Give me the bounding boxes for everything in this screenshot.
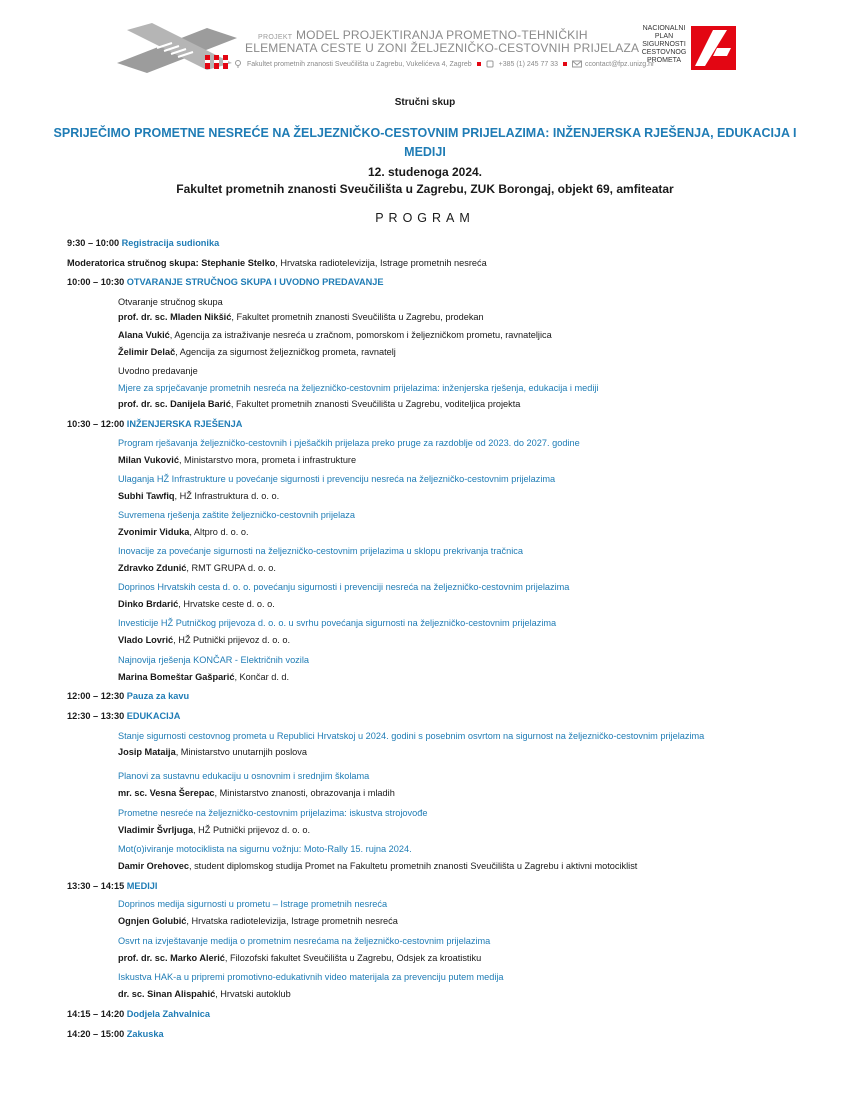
speaker-line — [118, 746, 307, 758]
talk-title: Doprinos medija sigurnosti u prometu – Istrage prometnih nesreća — [118, 899, 388, 909]
event-type: Stručni skup — [394, 97, 456, 108]
speaker-affiliation: , HŽ Infrastruktura d. o. o. — [174, 491, 280, 501]
speaker-name: Vlado Lovrić — [118, 635, 174, 645]
speaker-name: Josip Mataija — [118, 747, 176, 757]
speaker-name: Alana Vukić — [118, 330, 170, 340]
speaker-affiliation: , Fakultet prometnih znanosti Sveučilišta u Zagrebu, voditeljica projekta — [230, 399, 521, 409]
speaker-name: mr. sc. Vesna Šerepac — [118, 788, 215, 798]
slot-time: 13:30 – 14:15 — [67, 881, 125, 891]
talk-title: Iskustva HAK-a u pripremi promotivno-edukativnih video materijala za prevenciju putem medija — [118, 972, 504, 982]
speaker-affiliation: , Fakultet prometnih znanosti Sveučilišta u Zagrebu, prodekan — [231, 312, 484, 322]
contact-email: ccontact@fpz.unizg.hr — [585, 60, 655, 68]
slot-label: Zakuska — [126, 1029, 164, 1039]
speaker-line — [118, 311, 484, 323]
slot-label: Pauza za kavu — [126, 691, 190, 701]
speaker-line — [118, 598, 275, 610]
contact-phone: +385 (1) 245 77 33 — [498, 60, 558, 68]
talk-title: Stanje sigurnosti cestovnog prometa u Republici Hrvatskoj u 2024. godini s posebnim osvrtom na sigurnost na željezničko-cestovnim prijelazima — [118, 731, 705, 741]
phone-icon — [486, 60, 494, 68]
speaker-affiliation: , Ministarstvo znanosti, obrazovanja i mladih — [214, 788, 395, 798]
talk-title: Mot(o)iviranje motociklista na sigurnu vožnju: Moto-Rally 15. rujna 2024. — [118, 844, 412, 854]
speaker-line — [118, 454, 356, 466]
speaker-name: Marina Bomeštar Gašparić — [118, 672, 235, 682]
speaker-name: Moderatorica stručnog skupa: Stephanie Stelko — [67, 258, 276, 268]
speaker-name: Vladimir Švrljuga — [118, 825, 194, 835]
talk-title: Doprinos Hrvatskih cesta d. o. o. povećanju sigurnosti i prevenciji nesreća na željezničko-cestovnim prijelazima — [118, 582, 570, 592]
speaker-name: prof. dr. sc. Danijela Barić — [118, 399, 231, 409]
slot-time: 10:00 – 10:30 — [67, 277, 125, 287]
email-icon — [572, 60, 580, 68]
speaker-affiliation: , Ministarstvo mora, prometa i infrastrukture — [178, 455, 357, 465]
speaker-line — [118, 860, 637, 872]
speaker-affiliation: , Ministarstvo unutarnjih poslova — [175, 747, 307, 757]
speaker-line — [118, 824, 310, 836]
project-prefix: PROJEKT — [258, 34, 293, 41]
schedule-slot — [67, 276, 384, 288]
npsp-logo — [691, 26, 736, 70]
section-subheading: Otvaranje stručnog skupa — [118, 297, 223, 307]
speaker-line — [118, 329, 552, 341]
contact-address: Fakultet prometnih znanosti Sveučilišta u Zagrebu, Vukelićeva 4, Zagreb — [247, 60, 472, 68]
speaker-line — [118, 634, 290, 646]
talk-title: Ulaganja HŽ Infrastrukture u povećanje sigurnosti i prevenciju nesreća na željezničko-cestovnim prijelazima — [118, 474, 556, 484]
slot-label: EDUKACIJA — [126, 711, 181, 721]
project-title-line1 — [258, 28, 588, 42]
schedule-slot — [67, 880, 157, 892]
project-title-text: MODEL PROJEKTIRANJA PROMETNO-TEHNIČKIH — [295, 28, 588, 42]
talk-title: Investicije HŽ Putničkog prijevoza d. o. o. u svrhu povećanja sigurnosti na željezničko-cestovnim prijelazima — [118, 618, 557, 628]
speaker-affiliation: , Končar d. d. — [234, 672, 290, 682]
speaker-affiliation: , Agencija za istraživanje nesreća u zračnom, pomorskom i željezničkom prometu, ravnateljica — [169, 330, 552, 340]
speaker-name: Milan Vuković — [118, 455, 179, 465]
talk-title: Osvrt na izvještavanje medija o prometnim nesrećama na željezničko-cestovnim prijelazima — [118, 936, 491, 946]
speaker-affiliation: , Hrvatska radiotelevizija, Istrage prometnih nesreća — [275, 258, 487, 268]
slot-label: INŽENJERSKA RJEŠENJA — [126, 419, 243, 429]
project-title-line2: ELEMENATA CESTE U ZONI ŽELJEZNIČKO-CESTOVNIH PRIJELAZA — [245, 41, 640, 55]
speaker-name: prof. dr. sc. Mladen Nikšić — [118, 312, 232, 322]
speaker-name: Damir Orehovec — [118, 861, 189, 871]
speaker-line — [67, 257, 487, 269]
speaker-name: Dinko Brdarić — [118, 599, 179, 609]
speaker-affiliation: , Filozofski fakultet Sveučilišta u Zagrebu, Odsjek za kroatistiku — [224, 953, 482, 963]
speaker-line — [118, 952, 481, 964]
project-logo — [112, 18, 242, 78]
speaker-affiliation: , Altpro d. o. o. — [189, 527, 249, 537]
schedule-slot — [67, 1008, 210, 1020]
npsp-label: NACIONALNI PLAN SIGURNOSTI CESTOVNOG PROMETA — [641, 25, 687, 64]
talk-title: Mjere za sprječavanje prometnih nesreća na željezničko-cestovnim prijelazima: inženjerska rješenja, edukacija i mediji — [118, 383, 599, 393]
slot-time: 12:30 – 13:30 — [67, 711, 125, 721]
speaker-line — [118, 988, 291, 1000]
speaker-name: Zvonimir Viduka — [118, 527, 190, 537]
speaker-line — [118, 526, 249, 538]
speaker-affiliation: , Hrvatska radiotelevizija, Istrage prometnih nesreća — [186, 916, 398, 926]
schedule-slot — [67, 690, 189, 702]
speaker-affiliation: , Agencija za sigurnost željezničkog prometa, ravnatelj — [175, 347, 396, 357]
speaker-name: Ognjen Golubić — [118, 916, 187, 926]
slot-time: 10:30 – 12:00 — [67, 419, 125, 429]
speaker-line — [118, 398, 520, 410]
speaker-affiliation: , HŽ Putnički prijevoz d. o. o. — [173, 635, 291, 645]
speaker-line — [118, 787, 395, 799]
slot-label: OTVARANJE STRUČNOG SKUPA I UVODNO PREDAVANJE — [126, 277, 384, 287]
speaker-affiliation: , Hrvatski autoklub — [215, 989, 291, 999]
event-venue: Fakultet prometnih znanosti Sveučilišta u Zagrebu, ZUK Borongaj, objekt 69, amfiteatar — [176, 182, 674, 196]
section-subheading: Uvodno predavanje — [118, 366, 198, 376]
bullet-red — [563, 62, 567, 66]
speaker-line — [118, 490, 279, 502]
schedule-slot — [67, 1028, 164, 1040]
talk-title: Prometne nesreće na željezničko-cestovnim prijelazima: iskustva strojovođe — [118, 808, 428, 818]
speaker-line — [118, 915, 398, 927]
speaker-affiliation: , Hrvatske ceste d. o. o. — [178, 599, 275, 609]
slot-label: Dodjela Zahvalnica — [126, 1009, 211, 1019]
speaker-line — [118, 562, 276, 574]
speaker-line — [118, 346, 396, 358]
schedule-slot — [67, 418, 242, 430]
speaker-name: Želimir Delač — [118, 347, 176, 357]
slot-label: MEDIJI — [126, 881, 158, 891]
slot-time: 14:15 – 14:20 — [67, 1009, 125, 1019]
slot-time: 9:30 – 10:00 — [67, 238, 120, 248]
slot-time: 12:00 – 12:30 — [67, 691, 125, 701]
schedule-slot — [67, 710, 180, 722]
speaker-affiliation: , HŽ Putnički prijevoz d. o. o. — [193, 825, 310, 835]
talk-title: Najnovija rješenja KONČAR - Električnih vozila — [118, 655, 309, 665]
speaker-line — [118, 671, 289, 683]
slot-label: Registracija sudionika — [121, 238, 220, 248]
schedule-slot — [67, 237, 219, 249]
talk-title: Planovi za sustavnu edukaciju u osnovnim i srednjim školama — [118, 771, 370, 781]
event-date: 12. studenoga 2024. — [367, 165, 483, 179]
program-heading: PROGRAM — [375, 211, 475, 225]
speaker-affiliation: , RMT GRUPA d. o. o. — [186, 563, 276, 573]
contact-line — [234, 60, 654, 68]
speaker-affiliation: , student diplomskog studija Promet na Fakultetu prometnih znanosti Sveučilišta u Zagrebu i aktivni motociklist — [188, 861, 638, 871]
talk-title: Program rješavanja željezničko-cestovnih i pješačkih prijelaza preko pruge za razdoblje od 2023. do 2027. godine — [118, 438, 580, 448]
speaker-name: Subhi Tawfiq — [118, 491, 175, 501]
speaker-name: prof. dr. sc. Marko Alerić — [118, 953, 225, 963]
slot-time: 14:20 – 15:00 — [67, 1029, 125, 1039]
speaker-name: dr. sc. Sinan Alispahić — [118, 989, 216, 999]
talk-title: Inovacije za povećanje sigurnosti na željezničko-cestovnim prijelazima u sklopu prekrivanja tračnica — [118, 546, 523, 556]
talk-title: Suvremena rješenja zaštite željezničko-cestovnih prijelaza — [118, 510, 355, 520]
bullet-red — [477, 62, 481, 66]
speaker-name: Zdravko Zdunić — [118, 563, 187, 573]
location-icon — [234, 60, 242, 68]
event-title: SPRIJEČIMO PROMETNE NESREĆE NA ŽELJEZNIČKO-CESTOVNIM PRIJELAZIMA: INŽENJERSKA RJEŠENJA, EDUKACIJA I MEDIJI — [53, 126, 797, 159]
